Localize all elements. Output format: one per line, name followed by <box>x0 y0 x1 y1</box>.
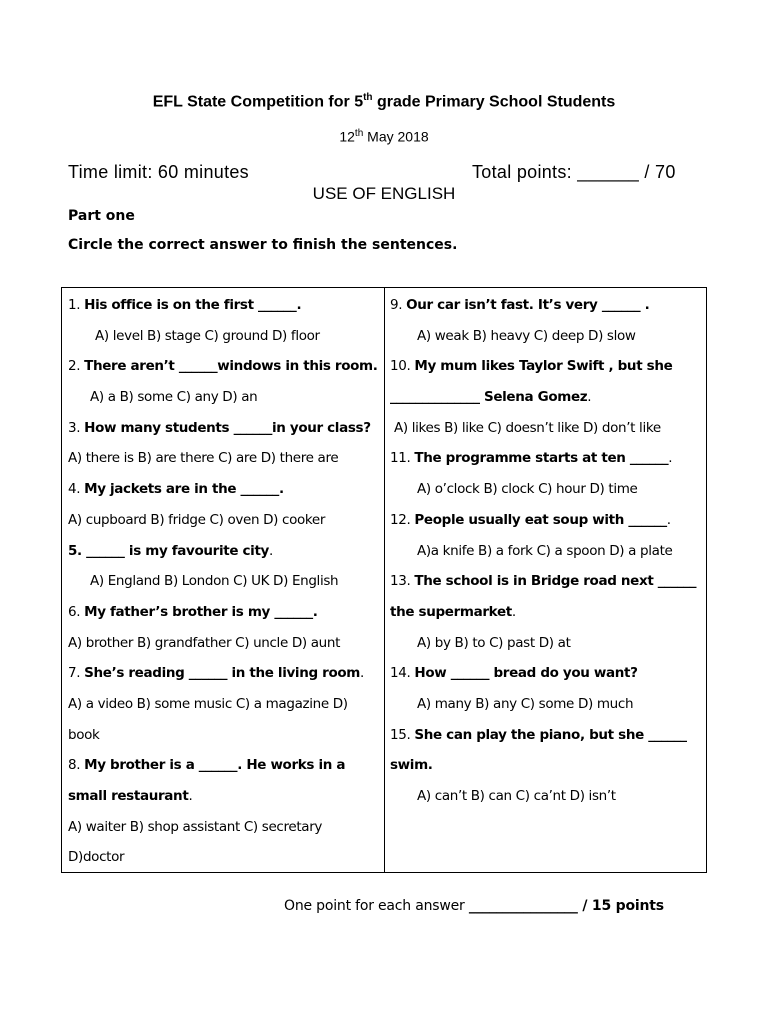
question-line <box>68 413 384 444</box>
line-num: 11. <box>390 450 415 467</box>
line-bold: She can play the piano, but she ______ <box>414 726 687 743</box>
line-bold: small restaurant <box>68 788 189 804</box>
question-line <box>390 658 706 689</box>
question-line <box>390 290 706 321</box>
answer-options <box>68 443 384 474</box>
line-rest: A) many B) any C) some D) much <box>417 695 634 712</box>
question-line <box>68 597 384 628</box>
line-num: 6. <box>68 603 85 620</box>
question-table <box>61 287 707 873</box>
line-rest: A)a knife B) a fork C) a spoon D) a plate <box>417 542 673 559</box>
document-date: 12th May 2018 <box>339 128 429 145</box>
line-rest: . <box>511 603 516 620</box>
line-bold: How ______ bread do you want? <box>414 665 638 682</box>
question-line <box>390 750 706 781</box>
line-num: 8. <box>68 757 85 774</box>
line-bold: His office is on the first ______. <box>84 297 302 313</box>
question-line <box>390 351 706 382</box>
line-rest: A) can’t B) can C) ca’nt D) isn’t <box>417 788 616 804</box>
line-num: 14. <box>390 665 415 682</box>
question-line <box>68 750 384 781</box>
section-title: USE OF ENGLISH <box>312 184 456 203</box>
line-bold: swim. <box>390 757 433 774</box>
line-bold: The programme starts at ten ______ <box>414 450 669 467</box>
line-bold: My brother is a ______. He works in a <box>84 757 346 774</box>
line-num: 3. <box>68 419 85 436</box>
question-line <box>68 781 384 812</box>
question-line <box>390 720 706 751</box>
line-rest: A) a video B) some music C) a magazine D) <box>68 695 348 712</box>
line-bold: The school is in Bridge road next ______ <box>414 573 697 590</box>
answer-options <box>68 382 384 413</box>
total-points: Total points: ______ / 70 <box>472 162 676 182</box>
line-rest: A) likes B) like C) doesn’t like D) don’t like <box>394 419 661 436</box>
line-rest: . <box>587 389 592 406</box>
line-num: 10. <box>390 358 415 375</box>
question-line <box>68 290 384 321</box>
line-num: 13. <box>390 573 415 590</box>
answer-options <box>68 689 384 720</box>
answer-options <box>68 566 384 597</box>
line-rest: . <box>668 450 673 467</box>
line-rest: A) brother B) grandfather C) uncle D) aunt <box>68 634 341 651</box>
answer-options <box>68 842 384 873</box>
line-num: 1. <box>68 297 85 313</box>
question-line <box>390 382 706 413</box>
line-num: 4. <box>68 481 85 498</box>
line-rest: . <box>269 542 273 559</box>
line-rest: A) cupboard B) fridge C) oven D) cooker <box>68 511 326 528</box>
line-rest: A) there is B) are there C) are D) there are <box>68 450 339 467</box>
question-line <box>68 658 384 689</box>
line-rest: . <box>360 665 364 682</box>
question-line <box>68 474 384 505</box>
line-rest: A) weak B) heavy C) deep D) slow <box>417 327 636 344</box>
answer-options <box>68 720 384 751</box>
answer-options <box>390 536 706 567</box>
answer-options <box>390 413 706 444</box>
question-line <box>390 505 706 536</box>
line-rest: A) waiter B) shop assistant C) secretary <box>68 818 323 835</box>
answer-options <box>390 689 706 720</box>
line-rest: A) o’clock B) clock C) hour D) time <box>417 481 638 498</box>
line-rest: book <box>68 726 100 743</box>
line-rest: A) by B) to C) past D) at <box>417 634 571 651</box>
line-bold: 5. ______ is my favourite city <box>68 542 269 559</box>
question-line <box>390 566 706 597</box>
line-num: 15. <box>390 726 415 743</box>
answer-options <box>68 628 384 659</box>
question-line <box>390 443 706 474</box>
line-rest: . <box>188 788 193 804</box>
answer-options <box>390 474 706 505</box>
line-bold: How many students ______in your class? <box>84 419 371 436</box>
time-limit: Time limit: 60 minutes <box>68 162 249 182</box>
line-bold: the supermarket <box>390 603 512 620</box>
answer-options <box>68 505 384 536</box>
question-column-left <box>62 288 385 872</box>
line-bold: My father’s brother is my ______. <box>84 603 318 620</box>
line-rest: . <box>666 511 671 528</box>
line-rest: A) a B) some C) any D) an <box>90 389 258 406</box>
line-rest: A) England B) London C) UK D) English <box>90 573 339 590</box>
line-bold: ______________ Selena Gomez <box>390 389 588 406</box>
instructions: Circle the correct answer to finish the sentences. <box>68 237 458 253</box>
question-line <box>68 536 384 567</box>
part-title: Part one <box>68 208 135 224</box>
answer-options <box>68 812 384 843</box>
line-bold: She’s reading ______ in the living room <box>84 665 361 682</box>
line-num: 12. <box>390 511 415 528</box>
line-bold: My mum likes Taylor Swift , but she <box>414 358 673 375</box>
question-line <box>68 351 384 382</box>
line-bold: Our car isn’t fast. It’s very ______ . <box>406 297 650 313</box>
answer-options <box>68 321 384 352</box>
line-num: 9. <box>390 297 407 313</box>
line-bold: There aren’t ______windows in this room. <box>84 358 378 375</box>
document-title: EFL State Competition for 5th grade Primary School Students <box>152 92 616 111</box>
line-num: 2. <box>68 358 85 375</box>
answer-options <box>390 628 706 659</box>
line-bold: My jackets are in the ______. <box>84 481 284 498</box>
line-rest: D)doctor <box>68 849 125 866</box>
score-line: One point for each answer ________________ / 15 points <box>284 898 664 914</box>
answer-options <box>390 781 706 812</box>
line-rest: A) level B) stage C) ground D) floor <box>95 327 320 344</box>
question-column-right <box>385 288 706 872</box>
line-bold: People usually eat soup with ______ <box>414 511 667 528</box>
question-line <box>390 597 706 628</box>
answer-options <box>390 321 706 352</box>
line-num: 7. <box>68 665 85 682</box>
